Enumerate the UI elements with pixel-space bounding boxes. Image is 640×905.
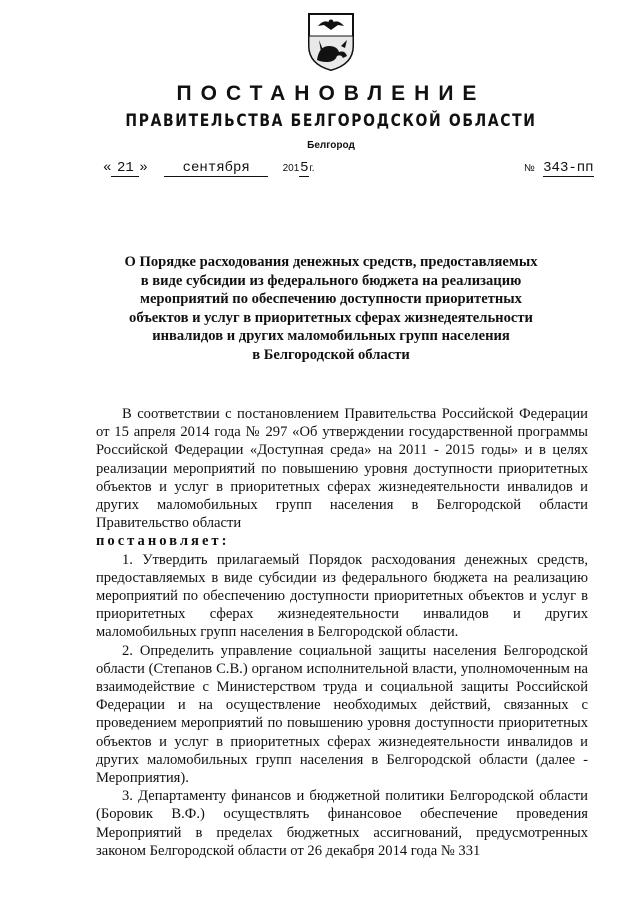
issuing-authority-heading: ПРАВИТЕЛЬСТВА БЕЛГОРОДСКОЙ ОБЛАСТИ bbox=[125, 111, 537, 131]
title-line: мероприятий по обеспечению доступности приоритетных bbox=[140, 291, 522, 307]
date-day: 21 bbox=[111, 160, 139, 177]
coat-of-arms-icon bbox=[305, 12, 357, 72]
document-number bbox=[524, 160, 594, 176]
coat-of-arms-emblem bbox=[305, 12, 357, 72]
date-month: сентября bbox=[164, 160, 268, 177]
item-1-paragraph: 1. Утвердить прилагаемый Порядок расходования денежных средств, предоставляемых в виде субсидии из федерального бюджета на реализацию мероприятий по обеспечению доступности приоритетных объектов и услуг в приоритетных сферах жизнедеятельности инвалидов и других маломобильных групп населения в Белгородской области. bbox=[96, 551, 588, 641]
title-line: объектов и услуг в приоритетных сферах жизнедеятельности bbox=[129, 309, 533, 326]
document-body bbox=[96, 405, 588, 860]
city-name: Белгород bbox=[307, 140, 355, 151]
date-year-suffix: 5 bbox=[300, 160, 309, 176]
document-date bbox=[103, 160, 315, 177]
document-title bbox=[100, 253, 562, 364]
date-year-end: г. bbox=[309, 163, 315, 174]
number-label: № bbox=[524, 163, 535, 174]
item-2-paragraph: 2. Определить управление социальной защиты населения Белгородской области (Степанов С.В.) органом исполнительной власти, уполномоченным на взаимодействие с Министерством труда и социальной защиты Российской Федерации и на осуществление необходимых действий, связанных с проведением мероприятий по повышению уровня доступности приоритетных объектов и услуг в приоритетных сферах жизнедеятельности инвалидов и других маломобильных групп населения в Белгородской области (далее - Мероприятия). bbox=[96, 642, 588, 787]
title-line: в виде субсидии из федерального бюджета на реализацию bbox=[140, 272, 522, 289]
title-line: в Белгородской области bbox=[252, 346, 410, 363]
item-3-paragraph: 3. Департаменту финансов и бюджетной политики Белгородской области (Боровик В.Ф.) осуществлять финансовое обеспечение проведения Мероприятий в пределах бюджетных ассигнований, предусмотренных законом Белгородской области от 26 декабря 2014 года № 331 bbox=[96, 788, 588, 859]
date-open-quote: « bbox=[103, 160, 112, 176]
preamble-paragraph: В соответствии с постановлением Правительства Российской Федерации от 15 апреля 2014 года № 297 «Об утверждении государственной программы Российской Федерации «Доступная среда» на 2011 - 2015 годы» и в целях реализации мероприятий по повышению уровня доступности приоритетных объектов и услуг в приоритетных сферах жизнедеятельности инвалидов и других маломобильных групп населения в Белгородской области Правительство области bbox=[96, 406, 588, 532]
number-value: 343-пп bbox=[543, 160, 594, 176]
title-line: инвалидов и других маломобильных групп населения bbox=[152, 328, 510, 344]
date-close-quote: » bbox=[139, 160, 148, 176]
decree-word: постановляет: bbox=[96, 533, 230, 550]
date-year-prefix: 201 bbox=[282, 163, 300, 174]
document-kind-heading: ПОСТАНОВЛЕНИЕ bbox=[176, 82, 486, 105]
title-line: О Порядке расходования денежных средств, предоставляемых bbox=[124, 254, 538, 270]
